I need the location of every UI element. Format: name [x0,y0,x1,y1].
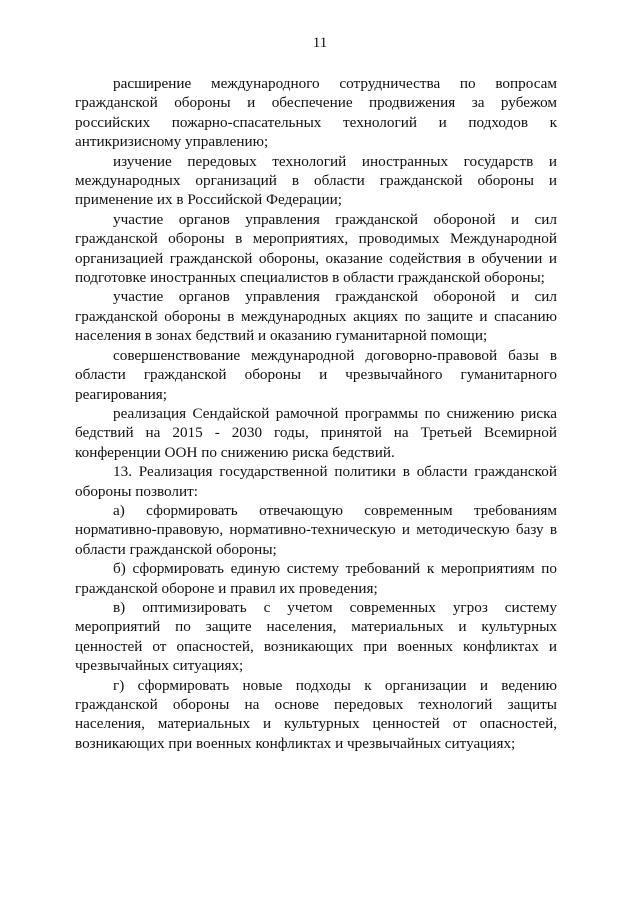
paragraph-item-g: г) сформировать новые подходы к организации и ведению гражданской обороны на основе передовых технологий защиты населения, материальных и культурных ценностей от опасностей, возникающих при военных конфликтах и чрезвычайных ситуациях; [75,676,557,752]
document-body [75,74,557,753]
paragraph-item-v: в) оптимизировать с учетом современных угроз систему мероприятий по защите населения, материальных и культурных ценностей от опасностей, возникающих при военных конфликтах и чрезвычайных ситуациях; [75,598,557,675]
paragraph-sendai-framework: реализация Сендайской рамочной программы по снижению риска бедствий на 2015 - 2030 годы, принятой на Третьей Всемирной конференции ООН по снижению риска бедствий. [75,404,557,461]
paragraph-foreign-technologies: изучение передовых технологий иностранных государств и международных организаций в области гражданской обороны и применение их в Российской Федерации; [75,152,557,209]
paragraph-intl-cooperation: расширение международного сотрудничества по вопросам гражданской обороны и обеспечение продвижения за рубежом российских пожарно-спасательных технологий и подходов к антикризисному управлению; [75,75,557,151]
paragraph-section-13: 13. Реализация государственной политики в области гражданской обороны позволит: [75,463,557,500]
paragraph-icdo-participation: участие органов управления гражданской обороной и сил гражданской обороны в мероприятиях, проводимых Международной организацией гражданской обороны, оказание содействия в обучении и подготовке иностранных специалистов в области гражданской обороны; [75,210,557,287]
paragraph-legal-framework: совершенствование международной договорно-правовой базы в области гражданской обороны и чрезвычайного гуманитарного реагирования; [75,346,557,403]
page-number: 11 [312,35,328,51]
paragraph-item-b: б) сформировать единую систему требований к мероприятиям по гражданской обороне и правил их проведения; [75,560,557,597]
paragraph-international-actions: участие органов управления гражданской обороной и сил гражданской обороны в международных акциях по защите и спасанию населения в зонах бедствий и оказанию гуманитарной помощи; [75,288,557,345]
paragraph-item-a: а) сформировать отвечающую современным требованиям нормативно-правовую, нормативно-техническую и методическую базу в области гражданской обороны; [75,501,557,558]
